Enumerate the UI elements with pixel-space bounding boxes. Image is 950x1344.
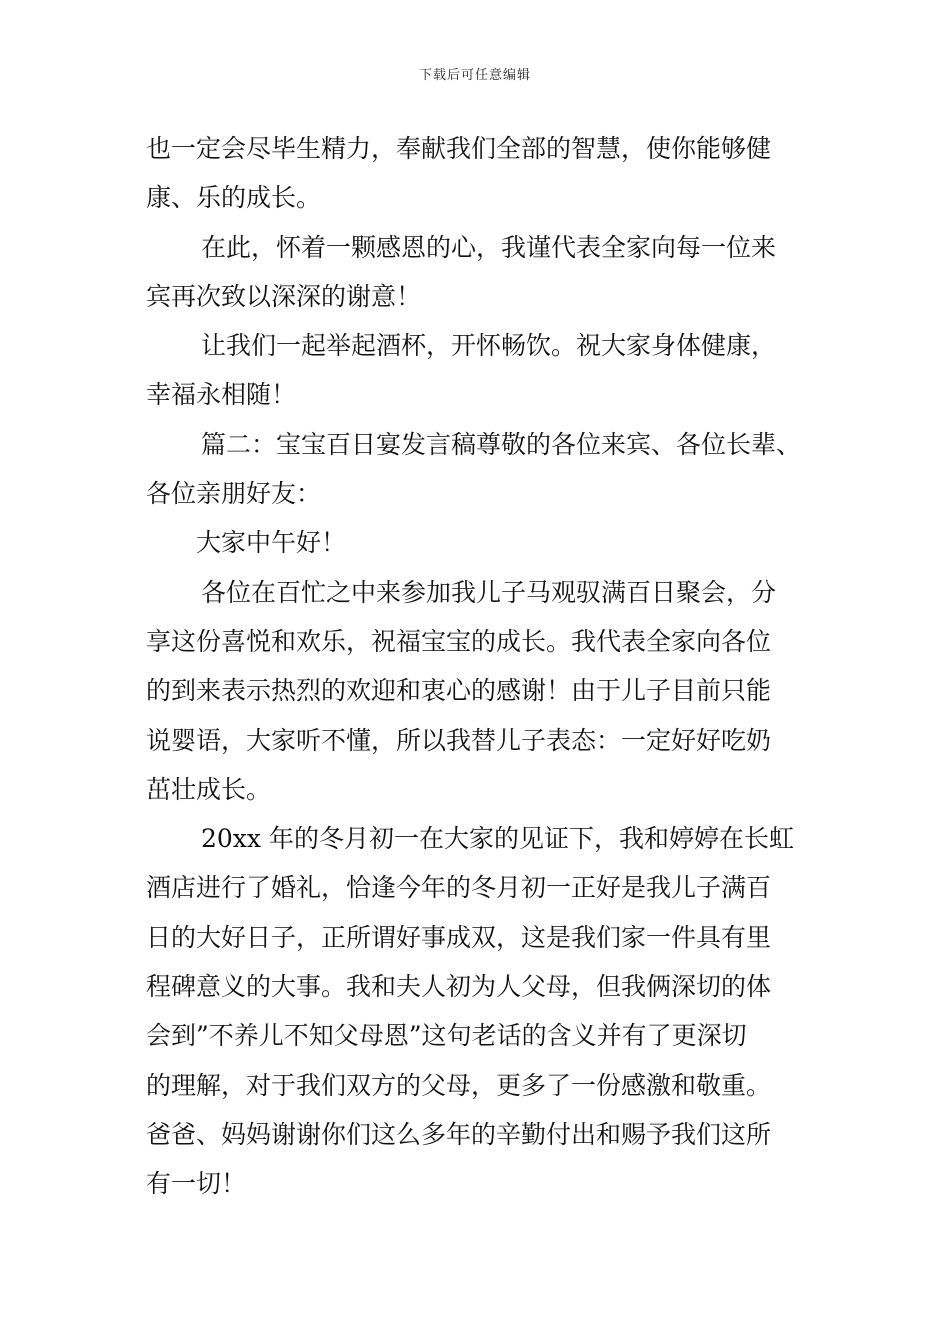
text-line: 各位在百忙之中来参加我儿子马观驭满百日聚会，分 — [201, 577, 777, 607]
text-line: 篇二：宝宝百日宴发言稿尊敬的各位来宾、各位长辈、 — [201, 429, 802, 459]
text-line: 的理解，对于我们双方的父母，更多了一份感激和敬重。 — [146, 1070, 772, 1100]
text-line: 让我们一起举起酒杯，开怀畅饮。祝大家身体健康， — [201, 331, 777, 361]
text-line: 有一切！ — [146, 1169, 247, 1199]
page-header-note: 下载后可任意编辑 — [418, 68, 531, 83]
text-line: 的到来表示热烈的欢迎和衷心的感谢！由于儿子目前只能 — [146, 676, 772, 706]
text-line: 酒店进行了婚礼，恰逢今年的冬月初一正好是我儿子满百 — [146, 873, 772, 903]
text-line: 程碑意义的大事。我和夫人初为人父母，但我俩深切的体 — [146, 972, 772, 1002]
text-line: 各位亲朋好友： — [146, 479, 322, 509]
text-line: 享这份喜悦和欢乐，祝福宝宝的成长。我代表全家向各位 — [146, 626, 772, 656]
text-line: 说婴语，大家听不懂，所以我替儿子表态：一定好好吃奶 — [146, 725, 772, 755]
text-line: 在此，怀着一颗感恩的心，我谨代表全家向每一位来 — [201, 232, 777, 262]
document-body — [146, 124, 826, 1209]
text-line: 也一定会尽毕生精力，奉献我们全部的智慧，使你能够健 — [146, 134, 772, 163]
text-line: 爸爸、妈妈谢谢你们这么多年的辛勤付出和赐予我们这所 — [146, 1119, 772, 1149]
text-line: 宾再次致以深深的谢意！ — [146, 281, 422, 311]
text-line: 幸福永相随！ — [146, 380, 297, 410]
text-line: 康、乐的成长。 — [146, 183, 322, 213]
text-line: 日的大好日子，正所谓好事成双，这是我们家一件具有里 — [146, 922, 772, 952]
text-line: 大家中午好！ — [196, 528, 347, 558]
text-line: 20xx 年的冬月初一在大家的见证下，我和婷婷在长虹 — [201, 824, 794, 854]
text-line: 茁壮成长。 — [146, 774, 272, 804]
text-line: 会到”不养儿不知父母恩”这句老话的含义并有了更深切 — [146, 1021, 747, 1051]
